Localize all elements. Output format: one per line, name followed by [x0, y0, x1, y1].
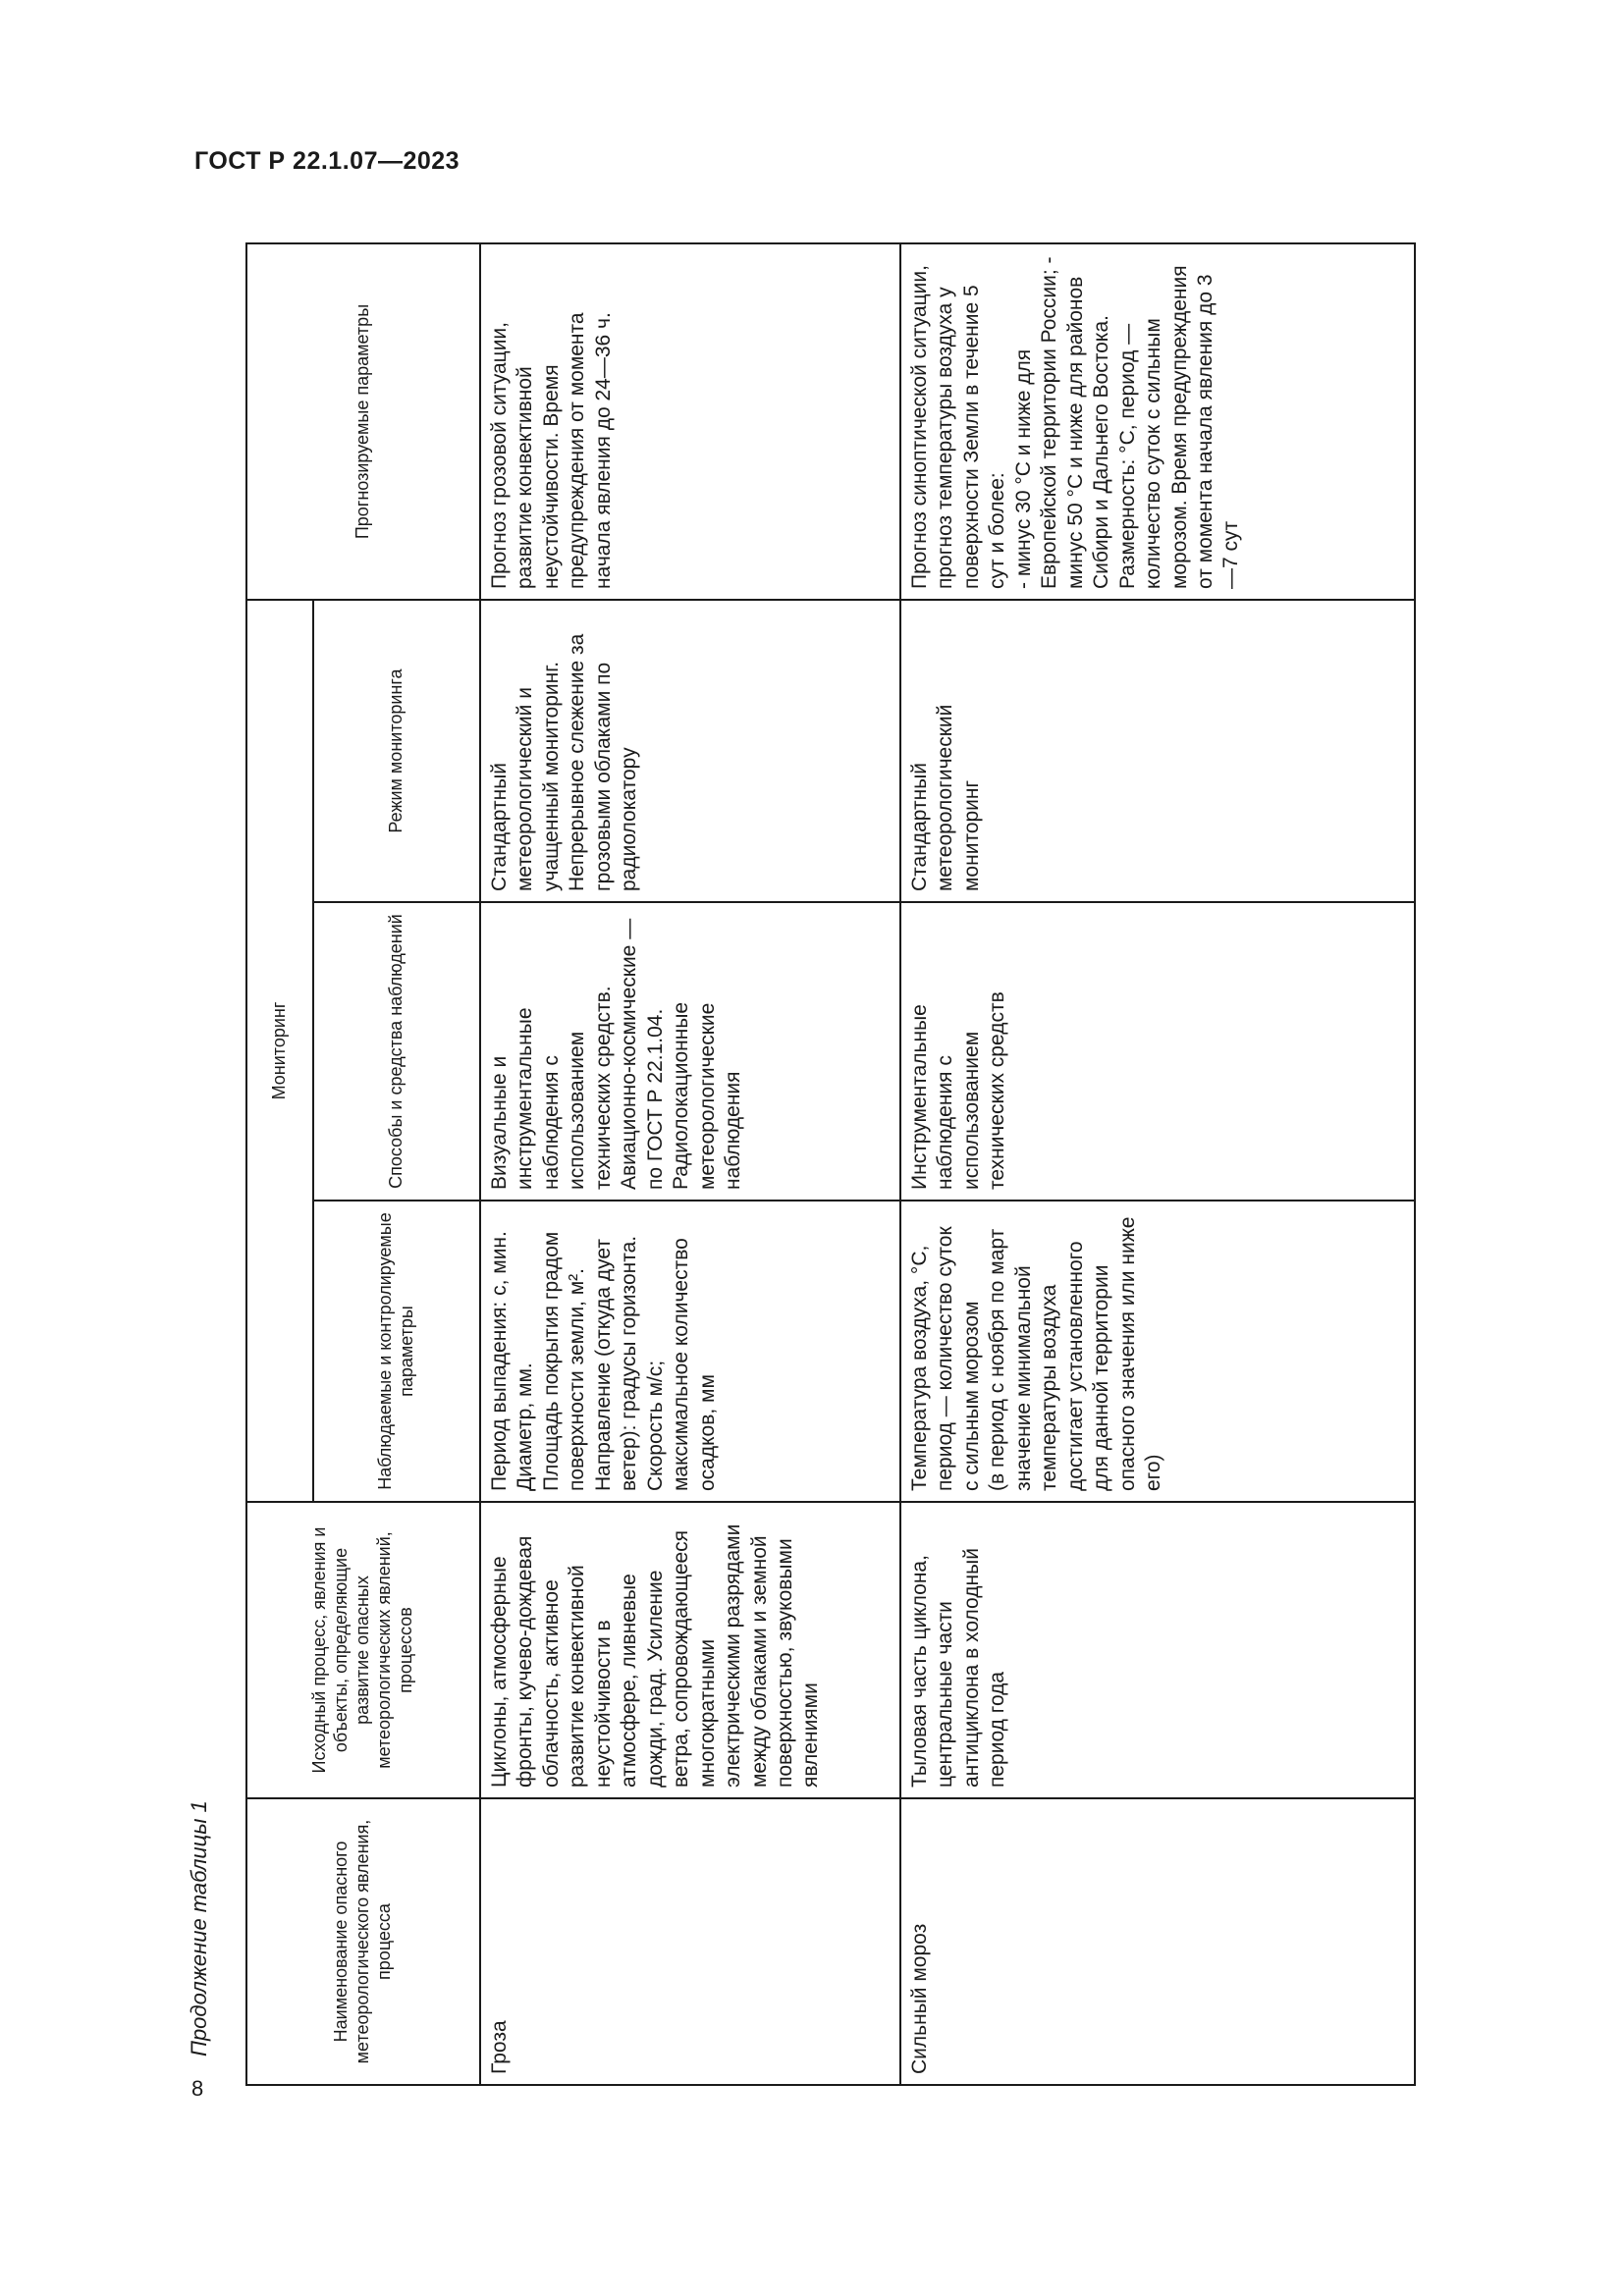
- column-header-params: Наблюдаемые и контролируемые параметры: [313, 1201, 480, 1502]
- column-header-mode: Режим мониторинга: [313, 600, 480, 902]
- monitoring-table: [245, 242, 1416, 2086]
- rotated-table-container: [245, 244, 1414, 2086]
- cell-forecast: Прогноз синоптической ситуации, прогноз температуры воздуха у поверхности Земли в течение 5 сут и более: - минус 30 °С и ниже для Европейской территории России; - минус 50 °С и ниже для районов Сибири и Дальнего Востока. Размерность: °С, период — количество суток с сильным морозом. Время предупреждения от момента начала явления до 3—7 сут: [900, 243, 1415, 600]
- table-row: [900, 243, 1415, 2085]
- cell-source: Циклоны, атмосферные фронты, кучево-дождевая облачность, активное развитие конвективной неустойчивости в атмосфере, ливневые дожди, град. Усиление ветра, сопровождающееся многократными электрическими разрядами между облаками и земной поверхностью, звуковыми явлениями: [480, 1502, 900, 1798]
- document-code: ГОСТ Р 22.1.07—2023: [194, 147, 460, 175]
- cell-mode: Стандартный метеорологический и учащенный мониторинг. Непрерывное слежение за грозовыми облаками по радиолокатору: [480, 600, 900, 902]
- cell-name: Сильный мороз: [900, 1798, 1415, 2085]
- page-number: 8: [191, 2076, 204, 2101]
- cell-params: Температура воздуха, °С, период — количество суток с сильным морозом (в период с ноября по март значение минимальной температуры воздуха достигает установленного для данной территории опасного значения или ниже его): [900, 1201, 1415, 1502]
- table-caption: Продолжение таблицы 1: [187, 1800, 211, 2056]
- cell-source: Тыловая часть циклона, центральные части антициклона в холодный период года: [900, 1502, 1415, 1798]
- table-row: [480, 243, 900, 2085]
- group-header-monitoring: Мониторинг: [246, 600, 313, 1502]
- cell-params: Период выпадения: с, мин. Диаметр, мм. Площадь покрытия градом поверхности земли, м². Направление (откуда дует ветер): градусы горизонта. Скорость м/с; максимальное количество осадков, мм: [480, 1201, 900, 1502]
- column-header-source: Исходный процесс, явления и объекты, определяющие развитие опасных метеорологических явлений, процессов: [246, 1502, 480, 1798]
- cell-name: Гроза: [480, 1798, 900, 2085]
- column-header-name: Наименование опасного метеорологического явления, процесса: [246, 1798, 480, 2085]
- column-header-methods: Способы и средства наблюдений: [313, 902, 480, 1201]
- column-header-forecast: Прогнозируемые параметры: [246, 243, 480, 600]
- cell-methods: Визуальные и инструментальные наблюдения с использованием технических средств. Авиационно-космические — по ГОСТ Р 22.1.04. Радиолокационные метеорологические наблюдения: [480, 902, 900, 1201]
- cell-mode: Стандартный метеорологический мониторинг: [900, 600, 1415, 902]
- cell-forecast: Прогноз грозовой ситуации, развитие конвективной неустойчивости. Время предупреждения от момента начала явления до 24—36 ч.: [480, 243, 900, 600]
- cell-methods: Инструментальные наблюдения с использованием технических средств: [900, 902, 1415, 1201]
